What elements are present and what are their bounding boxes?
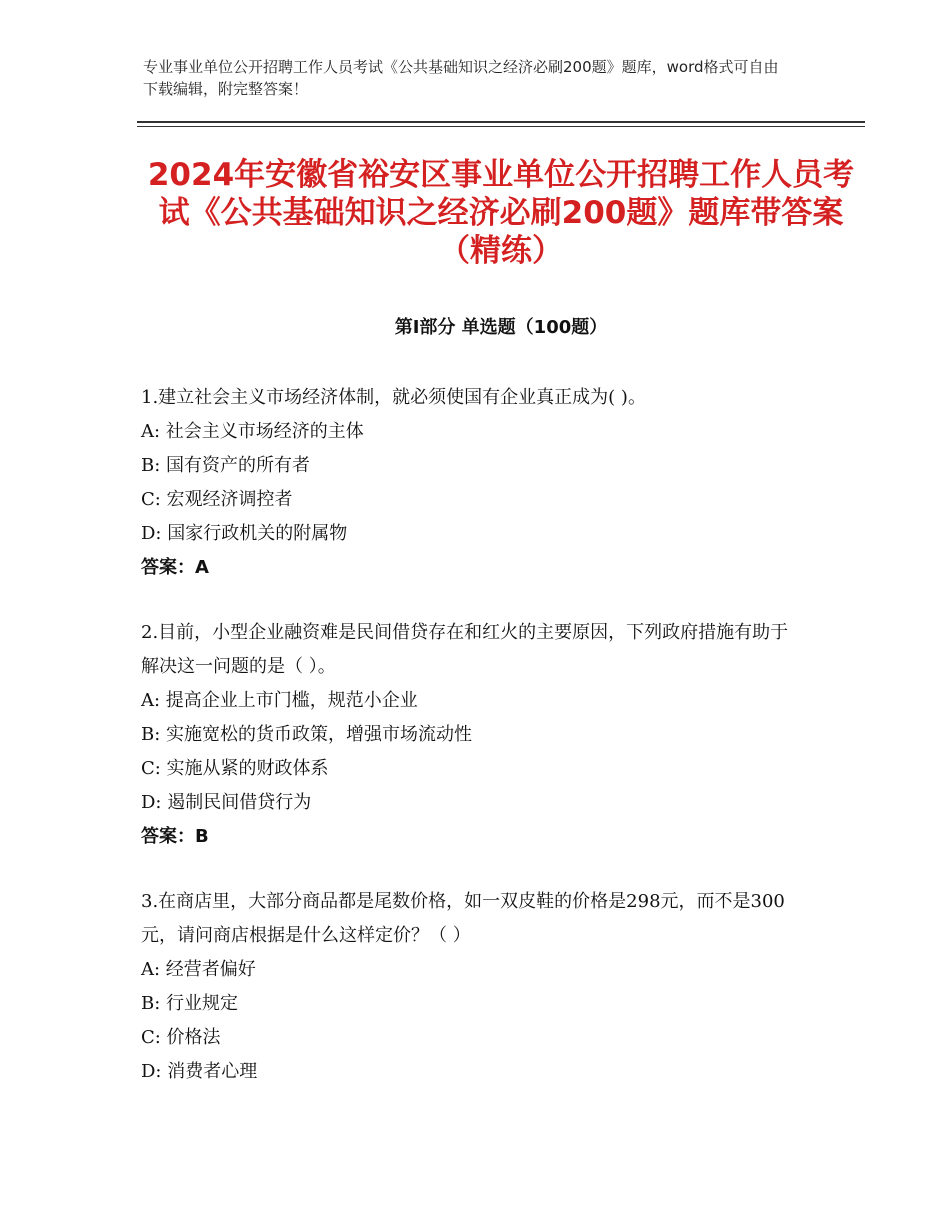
option-c: C: 实施从紧的财政体系 bbox=[141, 758, 329, 779]
question-3 bbox=[141, 885, 801, 1089]
header-divider-thick bbox=[137, 121, 865, 123]
header-divider-thin bbox=[137, 126, 865, 127]
option-a: A: 提高企业上市门槛，规范小企业 bbox=[141, 690, 418, 711]
option-c: C: 宏观经济调控者 bbox=[141, 489, 293, 510]
question-2 bbox=[141, 616, 801, 854]
option-b: B: 国有资产的所有者 bbox=[141, 455, 311, 476]
question-stem: 1.建立社会主义市场经济体制，就必须使国有企业真正成为( )。 bbox=[141, 387, 646, 408]
option-d: D: 遏制民间借贷行为 bbox=[141, 792, 312, 813]
question-1 bbox=[141, 381, 801, 585]
section-title: 第Ⅰ部分 单选题（100题） bbox=[394, 317, 608, 338]
option-b: B: 实施宽松的货币政策，增强市场流动性 bbox=[141, 724, 473, 745]
question-stem: 3.在商店里，大部分商品都是尾数价格，如一双皮鞋的价格是298元，而不是300元，请问商店根据是什么这样定价？（ ） bbox=[141, 891, 785, 946]
question-stem: 2.目前，小型企业融资难是民间借贷存在和红火的主要原因，下列政府措施有助于解决这一问题的是（ ）。 bbox=[141, 622, 789, 677]
option-c: C: 价格法 bbox=[141, 1027, 221, 1048]
answer: 答案：A bbox=[141, 557, 209, 578]
answer: 答案：B bbox=[141, 826, 209, 847]
option-a: A: 社会主义市场经济的主体 bbox=[141, 421, 364, 442]
option-d: D: 国家行政机关的附属物 bbox=[141, 523, 348, 544]
option-d: D: 消费者心理 bbox=[141, 1061, 258, 1082]
option-b: B: 行业规定 bbox=[141, 993, 239, 1014]
question-list bbox=[141, 381, 801, 1120]
header-note: 专业事业单位公开招聘工作人员考试《公共基础知识之经济必刷200题》题库，word格式可自由下载编辑，附完整答案！ bbox=[143, 58, 779, 98]
option-a: A: 经营者偏好 bbox=[141, 959, 256, 980]
document-title: 2024年安徽省裕安区事业单位公开招聘工作人员考试《公共基础知识之经济必刷200题》题库带答案（精练） bbox=[147, 157, 855, 269]
